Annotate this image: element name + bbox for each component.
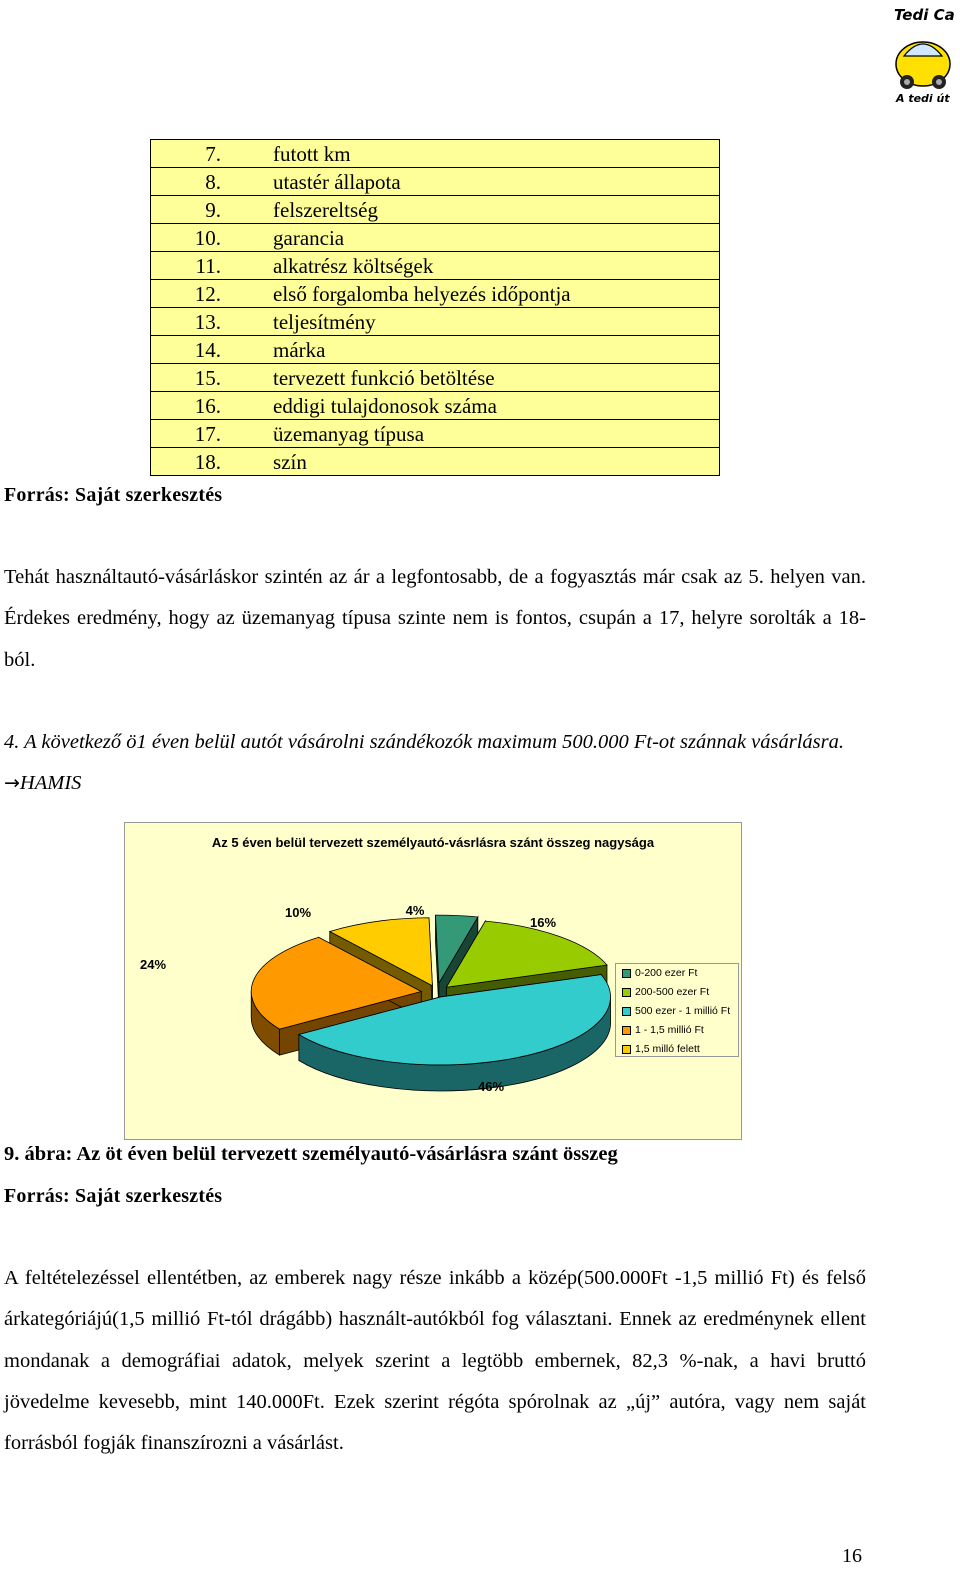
rank-criterion: tervezett funkció betöltése xyxy=(273,364,720,392)
table-row xyxy=(151,140,720,168)
legend-swatch xyxy=(622,1007,631,1016)
legend-item xyxy=(622,1002,738,1021)
legend-label: 200-500 ezer Ft xyxy=(635,986,710,998)
source-note-2: Forrás: Saját szerkesztés xyxy=(4,1185,223,1207)
rank-number: 13. xyxy=(151,308,274,336)
legend-item xyxy=(622,1021,738,1040)
ranking-table xyxy=(150,139,720,476)
rank-number: 7. xyxy=(151,140,274,168)
rank-criterion: alkatrész költségek xyxy=(273,252,720,280)
paragraph-conclusion: A feltételezéssel ellentétben, az emberek nagy része inkább a közép(500.000Ft -1,5 millió Ft) és felső árkategóriájú(1,5 millió Ft-tól drágább) használt-autókból fog választani. Ennek az eredménynek ellent mondanak a demográfiai adatok, melyek szerint a legtöbb embernek, 82,3 %-nak, a havi bruttó jövedelme kevesebb, mint 140.000Ft. Ezek szerint régóta spórolnak az „új” autóra, vagy nem saját forrásból fogják finanszírozni a vásárlást. xyxy=(4,1267,866,1455)
table-row xyxy=(151,392,720,420)
legend-item xyxy=(622,983,738,1002)
legend-item xyxy=(622,1040,738,1059)
legend-label: 1,5 milló felett xyxy=(635,1043,700,1055)
pie-data-label: 4% xyxy=(405,903,425,918)
table-row xyxy=(151,168,720,196)
table-row xyxy=(151,448,720,476)
source-note: Forrás: Saját szerkesztés xyxy=(4,484,223,506)
hypothesis-verdict: HAMIS xyxy=(19,772,82,794)
figure-caption: 9. ábra: Az öt éven belül tervezett személyautó-vásárlásra szánt összeg xyxy=(4,1143,618,1165)
rank-criterion: első forgalomba helyezés időpontja xyxy=(273,280,720,308)
rank-criterion: eddigi tulajdonosok száma xyxy=(273,392,720,420)
legend-swatch xyxy=(622,969,631,978)
chart-legend xyxy=(615,963,739,1057)
pie-data-label: 46% xyxy=(477,1079,505,1094)
table-row xyxy=(151,420,720,448)
legend-label: 0-200 ezer Ft xyxy=(635,967,698,979)
page-number: 16 xyxy=(842,1545,862,1567)
rank-criterion: felszereltség xyxy=(273,196,720,224)
pie-data-label: 24% xyxy=(139,957,167,972)
rank-number: 8. xyxy=(151,168,274,196)
pie-data-label: 16% xyxy=(529,915,557,930)
chart-title: Az 5 éven belül tervezett személyautó-vásrlásra szánt összeg nagysága xyxy=(211,835,655,850)
table-row xyxy=(151,280,720,308)
arrow-right-icon: → xyxy=(4,772,20,794)
svg-text:A tedi út: A tedi út xyxy=(896,92,950,105)
rank-number: 18. xyxy=(151,448,274,476)
legend-swatch xyxy=(622,1045,631,1054)
legend-label: 500 ezer - 1 millió Ft xyxy=(635,1005,731,1017)
rank-criterion: futott km xyxy=(273,140,720,168)
hypothesis-4 xyxy=(4,722,866,804)
table-row xyxy=(151,252,720,280)
table-row xyxy=(151,196,720,224)
legend-swatch xyxy=(622,988,631,997)
rank-number: 17. xyxy=(151,420,274,448)
rank-criterion: utastér állapota xyxy=(273,168,720,196)
table-row xyxy=(151,364,720,392)
rank-criterion: szín xyxy=(273,448,720,476)
rank-number: 16. xyxy=(151,392,274,420)
rank-criterion: márka xyxy=(273,336,720,364)
rank-number: 10. xyxy=(151,224,274,252)
rank-number: 11. xyxy=(151,252,274,280)
pie-data-label: 10% xyxy=(284,905,312,920)
legend-label: 1 - 1,5 millió Ft xyxy=(635,1024,704,1036)
hypothesis-text: 4. A következő ö1 éven belül autót vásárolni szándékozók maximum 500.000 Ft-ot szánnak vásárlásra. xyxy=(4,731,844,753)
legend-swatch xyxy=(622,1026,631,1035)
rank-criterion: üzemanyag típusa xyxy=(273,420,720,448)
pie-chart xyxy=(124,822,742,1140)
rank-number: 9. xyxy=(151,196,274,224)
car-logo-icon xyxy=(890,2,956,106)
rank-criterion: teljesítmény xyxy=(273,308,720,336)
rank-number: 15. xyxy=(151,364,274,392)
legend-item xyxy=(622,964,738,983)
table-row xyxy=(151,308,720,336)
rank-number: 12. xyxy=(151,280,274,308)
table-row xyxy=(151,224,720,252)
rank-criterion: garancia xyxy=(273,224,720,252)
table-row xyxy=(151,336,720,364)
rank-number: 14. xyxy=(151,336,274,364)
paragraph-consumption: Tehát használtautó-vásárláskor szintén az ár a legfontosabb, de a fogyasztás már csak az 5. helyen van. Érdekes eredmény, hogy az üzemanyag típusa szinte nem is fontos, csupán a 17, helyre sorolták a 18-ból. xyxy=(4,566,866,671)
svg-text:Tedi Ca: Tedi Ca xyxy=(894,6,955,24)
